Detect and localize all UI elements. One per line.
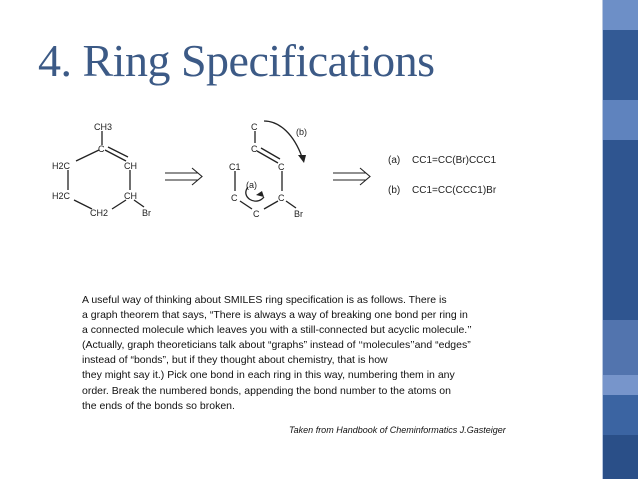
mol2-c-bottom-label: C	[253, 209, 260, 219]
sidebar-stripe	[603, 435, 638, 479]
paragraph-line: A useful way of thinking about SMILES ring specification is as follows. There is	[82, 294, 447, 306]
source-citation: Taken from Handbook of Cheminformatics J.Gasteiger	[289, 425, 506, 435]
mol2-c-top-label: C	[251, 122, 258, 132]
sidebar-stripe	[603, 100, 638, 140]
mol2-c-lower-right-label: C	[278, 193, 285, 203]
sidebar-stripe	[603, 140, 638, 320]
sidebar-stripe	[603, 395, 638, 435]
mol2-c1-label: C1	[229, 162, 241, 172]
mol2-c-mid-label: C	[251, 144, 258, 154]
paragraph-line: a connected molecule which leaves you with a still-connected but acyclic molecule.’’	[82, 324, 472, 337]
smiles-a-label: (a)	[388, 155, 401, 166]
paragraph-line: order. Break the numbered bonds, appending the bond number to the atoms on	[82, 384, 451, 397]
mol1-ch-lower-label: CH	[124, 191, 137, 201]
mol1-ch3-label: CH3	[94, 122, 113, 132]
mol1-h2c-upper-label: H2C	[52, 161, 71, 171]
explanation-paragraph	[82, 293, 552, 414]
smiles-b-label: (b)	[388, 185, 401, 196]
mol1-c-label: C	[98, 144, 105, 154]
sidebar-stripe	[603, 30, 638, 100]
sidebar-stripe	[603, 375, 638, 395]
paragraph-line: a graph theorem that says, “There is always a way of breaking one bond per ring in	[82, 309, 468, 322]
mol1-h2c-lower-label: H2C	[52, 191, 71, 201]
mol1-ch-upper-label: CH	[124, 161, 137, 171]
mol2-c-right-label: C	[278, 162, 285, 172]
slide-title: 4. Ring Specifications	[38, 35, 435, 86]
reaction-arrow-2	[333, 168, 370, 185]
smiles-ring-figure	[50, 115, 570, 225]
mol2-br-label: Br	[294, 209, 303, 219]
paragraph-line: they might say it.) Pick one bond in each ring in this way, numbering them in any	[82, 369, 455, 382]
mol2-c-lower-left-label: C	[231, 193, 238, 203]
molecule-2	[235, 121, 302, 209]
sidebar-stripe	[603, 0, 638, 30]
mol2-label-b: (b)	[296, 127, 307, 137]
decorative-sidebar	[603, 0, 638, 479]
mol1-ch2-label: CH2	[90, 208, 109, 218]
paragraph-line: (Actually, graph theoreticians talk about “graphs” instead of ‘‘molecules’’and “edges”	[82, 339, 471, 352]
paragraph-line: instead of “bonds”, but if they thought about chemistry, that is how	[82, 354, 388, 367]
paragraph-line: the ends of the bonds so broken.	[82, 399, 235, 412]
mol2-label-a: (a)	[246, 180, 257, 190]
reaction-arrow-1	[165, 168, 202, 185]
mol1-br-label: Br	[142, 208, 151, 218]
smiles-b-string: CC1=CC(CCC1)Br	[412, 185, 497, 196]
sidebar-stripe	[603, 320, 638, 375]
molecule-diagram	[50, 115, 570, 225]
smiles-a-string: CC1=CC(Br)CCC1	[412, 155, 497, 166]
